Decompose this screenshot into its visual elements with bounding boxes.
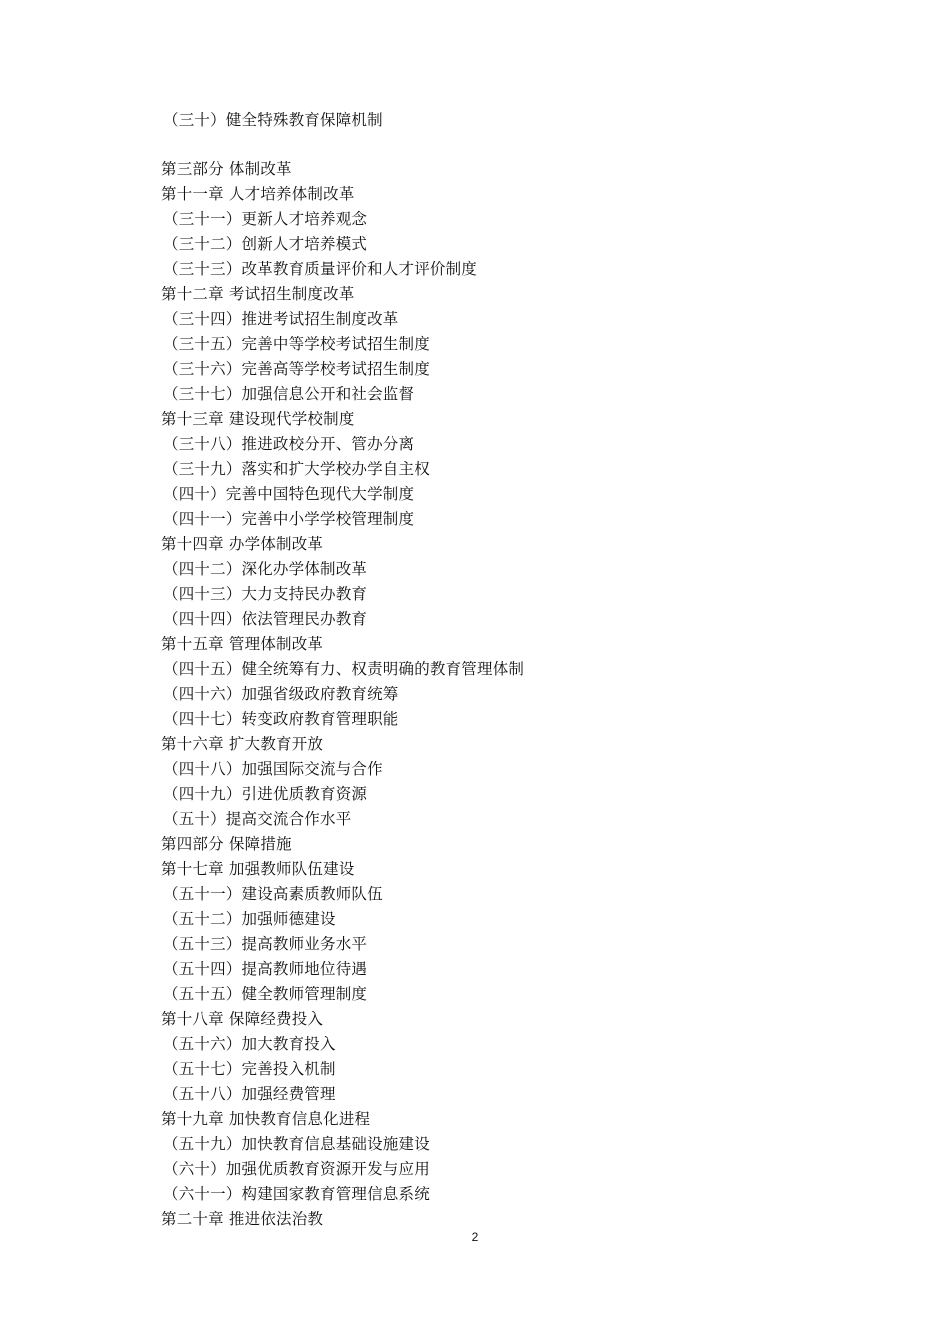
toc-chapter-heading: 第十一章 人才培养体制改革 xyxy=(161,185,355,203)
toc-item: （四十七）转变政府教育管理职能 xyxy=(163,710,399,728)
toc-item: （四十六）加强省级政府教育统筹 xyxy=(163,685,399,703)
toc-chapter-heading: 第二十章 推进依法治教 xyxy=(161,1210,324,1228)
toc-item: （五十二）加强师德建设 xyxy=(163,910,336,928)
toc-item: （三十九）落实和扩大学校办学自主权 xyxy=(163,460,430,478)
toc-chapter-heading: 第十六章 扩大教育开放 xyxy=(161,735,324,753)
toc-item: （四十）完善中国特色现代大学制度 xyxy=(163,485,415,503)
toc-item: （三十六）完善高等学校考试招生制度 xyxy=(163,360,430,378)
toc-item: （三十四）推进考试招生制度改革 xyxy=(163,310,399,328)
table-of-contents xyxy=(161,108,861,1232)
toc-item: （三十二）创新人才培养模式 xyxy=(163,235,368,253)
toc-part-heading: 第三部分 体制改革 xyxy=(161,160,292,178)
toc-item: （五十八）加强经费管理 xyxy=(163,1085,336,1103)
toc-item: （五十三）提高教师业务水平 xyxy=(163,935,368,953)
toc-item: （四十四）依法管理民办教育 xyxy=(163,610,368,628)
toc-item: （三十五）完善中等学校考试招生制度 xyxy=(163,335,430,353)
blank-line xyxy=(161,133,861,157)
toc-item: （四十五）健全统筹有力、权责明确的教育管理体制 xyxy=(163,660,525,678)
toc-chapter-heading: 第十三章 建设现代学校制度 xyxy=(161,410,355,428)
toc-chapter-heading: 第十四章 办学体制改革 xyxy=(161,535,324,553)
toc-item: （四十九）引进优质教育资源 xyxy=(163,785,368,803)
toc-item: （三十一）更新人才培养观念 xyxy=(163,210,368,228)
toc-chapter-heading: 第十九章 加快教育信息化进程 xyxy=(161,1110,371,1128)
toc-chapter-heading: 第十二章 考试招生制度改革 xyxy=(161,285,355,303)
toc-chapter-heading: 第十五章 管理体制改革 xyxy=(161,635,324,653)
toc-item: （五十七）完善投入机制 xyxy=(163,1060,336,1078)
toc-chapter-heading: 第十八章 保障经费投入 xyxy=(161,1010,324,1028)
toc-item: （五十九）加快教育信息基础设施建设 xyxy=(163,1135,430,1153)
toc-item: （五十五）健全教师管理制度 xyxy=(163,985,368,1003)
toc-item: （四十三）大力支持民办教育 xyxy=(163,585,368,603)
toc-part-heading: 第四部分 保障措施 xyxy=(161,835,292,853)
toc-chapter-heading: 第十七章 加强教师队伍建设 xyxy=(161,860,355,878)
toc-item: （四十二）深化办学体制改革 xyxy=(163,560,368,578)
toc-item: （三十）健全特殊教育保障机制 xyxy=(163,111,383,129)
toc-item: （四十八）加强国际交流与合作 xyxy=(163,760,383,778)
toc-item: （五十）提高交流合作水平 xyxy=(163,810,352,828)
toc-item: （三十三）改革教育质量评价和人才评价制度 xyxy=(163,260,478,278)
toc-item: （三十七）加强信息公开和社会监督 xyxy=(163,385,415,403)
toc-item: （三十八）推进政校分开、管办分离 xyxy=(163,435,415,453)
toc-item: （五十六）加大教育投入 xyxy=(163,1035,336,1053)
toc-item: （四十一）完善中小学学校管理制度 xyxy=(163,510,415,528)
page-number: 2 xyxy=(471,1230,479,1244)
toc-item: （六十一）构建国家教育管理信息系统 xyxy=(163,1185,430,1203)
toc-item: （五十一）建设高素质教师队伍 xyxy=(163,885,383,903)
toc-item: （五十四）提高教师地位待遇 xyxy=(163,960,368,978)
toc-item: （六十）加强优质教育资源开发与应用 xyxy=(163,1160,430,1178)
